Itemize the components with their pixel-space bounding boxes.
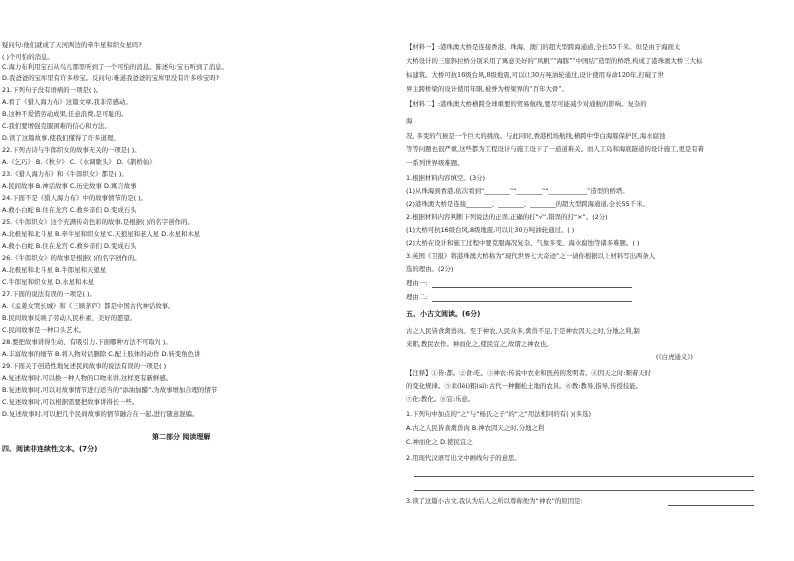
option-line: C.我们要增强克服困难的信心和方法。 (2, 122, 111, 130)
question-23: 23.《猎人海力布》和《牛郎织女》都是( )。 (2, 170, 128, 178)
option-line: A.北极星和北斗星 B.牛郎星和天狼星 (2, 266, 107, 274)
option-line: B.复述故事时,可以对故事情节进行适当的“添油加醋”,为故事增加合理的情节 (2, 386, 218, 394)
option-line: A.救小白蛇 B.住在龙宫 C.救乡亲们 D.变成石头 (2, 206, 137, 214)
material-one-line: 标建筑。大桥可抗16级台风,8级地震,可以让30万吨油轮通过,设计使用寿命120年,打破了世 (406, 71, 664, 79)
text-line: 疑问句:他们就成了天河两边的牵牛星和织女星吗? (2, 41, 142, 49)
material-two-line: 等等问题也很严重,这些都为工程设计与施工设下了一道道难关。而人工岛和海底隧道的设计施工,更是有着 (406, 145, 705, 153)
question-21: 21.下列句子没有语病的一项是( )。 (2, 86, 103, 94)
question-1: 1.根据材料内容填空。(3分) (406, 174, 486, 182)
question-5-3: 3.读了这篇小古文,我认为后人之所以尊称他为“神农”的原因是: (406, 497, 583, 505)
note-line: 【注释】①皆:都。②食:吃。③神农:传说中农业和医药的发明者。④因天之时:顺着天时 (406, 369, 652, 377)
question-1-1: (1)从珠海到香港,依次看到“________”“________”“____________”造型的桥塔。 (406, 187, 629, 195)
ancient-text-line: 来耜,教民农作。神而化之,使民宜之,故谓之神农也。 (406, 340, 553, 348)
reason-one-answer-line[interactable] (432, 287, 632, 288)
ancient-text-line: 古之人民皆食禽兽肉。至于神农,人民众多,禽兽不足,于是神农因天之时,分地之利,制 (406, 327, 640, 335)
reason-two-label: 理由二: (406, 293, 428, 301)
text-line: C.海力布利用宝石从鸟儿那里听到了一个可怕的消息。陈述句:宝石听到了消息。 (2, 63, 228, 71)
question-5-1-options: C.神而化之 D.使民宜之 (406, 438, 473, 446)
question-5-1: 1.下列句中加点的“之”与“杨氏之子”的“之”用法相同的有( )(多选) (406, 410, 591, 418)
material-two-line: 海 (406, 117, 413, 125)
material-two-line: 况, 多变的气候是一个巨大的挑战。与此同时,香港机场航线,横跨中华白海豚保护区,海水腐蚀 (406, 132, 666, 140)
question-2-1: (1)大桥可抗16级台风,8级地震,可以让30万吨油轮通过。( ) (406, 226, 575, 234)
option-line: A.北极星和北斗星 B.牵牛星和织女星'C.天狼星和老人星 D.水星和木星 (2, 230, 201, 238)
option-line: C.民间故事是一种口头艺术。 (2, 326, 86, 334)
question-29: 29.下面关于创造性地复述民间故事的说法有误的一项是( ) (2, 362, 167, 370)
section-five-heading: 五、小古文阅读。(6分) (406, 310, 481, 318)
question-3-cont: 选的理由。(2分) (406, 265, 454, 273)
text-line: D.我爸爸的宝库里有许多珍宝。反问句:难道我爸爸的宝库里没有许多珍宝吗? (2, 74, 219, 82)
question-2: 2.根据材料内容判断下列说法的正误,正确的打“√”,错误的打“×”。(2分) (406, 213, 608, 221)
answer-line[interactable] (414, 490, 754, 491)
option-line: A.《孟姜女哭长城》和《三顾茅庐》都是中国古代神话故事。 (2, 302, 175, 310)
material-two-line: 一系列世界级难题。 (406, 159, 464, 167)
question-3: 3.英国《卫报》将港珠澳大桥称为“现代世界七大奇迹”之一请你根据以上材料写出两条人 (406, 252, 656, 260)
option-line: A.丰富故事的细节 B.将人物对话删除 C.配上肢体的动作 D.转变角色讲 (2, 350, 201, 358)
option-line: B.民间故事反映了劳动人民朴素、美好的愿望。 (2, 314, 137, 322)
note-line: 的变化规律。⑤耒(lěi)耜(sì):古代一种翻松土地的农具。⑥教:教导,指导,传授技能。 (406, 382, 643, 390)
material-one-line: 界主跨桥梁的设计使用年限,被誉为桥梁界的“百年大骨”。 (406, 85, 568, 93)
option-line: B.这种不爱惜劳动成果,任意浪费,是可耻的。 (2, 110, 128, 118)
option-line: C.牛郎星和织女星 D.水星和木星 (2, 278, 95, 286)
option-line: A.民间故事 B.神话故事 C.历史故事 D.寓言故事 (2, 182, 137, 190)
material-one-line: 大桥设计的三座斜拉桥分别采用了寓意美好的“风帆”“海豚”“中国结”造型的桥塔,构成了港珠澳大桥三大标 (406, 57, 703, 65)
option-line: D.复述故事时,可以把几个民间故事的情节融合在一起,进行随意混编。 (2, 410, 199, 418)
question-25: 25.《牛郎织女》这个充满传奇色彩的故事,是根据( )的名字创作的。 (2, 218, 194, 226)
question-24: 24.下面不是《猎人海力布》中的故事情节的是( )。 (2, 194, 147, 202)
note-line: ⑦化:教化。⑧宜:乐意。 (406, 395, 475, 403)
reason-two-answer-line[interactable] (432, 301, 632, 302)
material-one-line: 【材料一】:港珠澳大桥是连接香港、珠海、澳门的超大型跨海通道,全长55千米。但是由于海面太 (406, 43, 681, 51)
question-26: 26.《牛郎织女》的故事是根据( )的名字创作的。 (2, 254, 141, 262)
question-28: 28.要把故事讲得生动、有吸引力,下面哪种方法不可取?( )。 (2, 338, 172, 346)
option-line: A.看了《猎人海力布》这篇文章,我非常感动。 (2, 98, 132, 106)
section-four-heading: 四、阅读非连续性文本。(7分) (2, 445, 98, 453)
option-line: C.复述故事时,可以根据需要把故事讲得长一些。 (2, 398, 139, 406)
question-5-2: 2.用现代汉语写出文中画线句子的意思。 (406, 454, 521, 462)
option-line: D.读了这篇故事,使我们懂得了许多道理。 (2, 134, 120, 142)
question-2-2: (2)大桥在设计和施工过程中要克服海况复杂、气象多变、海水腐蚀等诸多难题。( ) (406, 239, 640, 247)
question-5-1-options: A.古之人民皆食禽兽肉 B.神农因天之时,分地之利 (406, 424, 545, 432)
answer-line[interactable] (668, 505, 754, 506)
question-22: 22.下列古诗与牛郎织女的故事无关的一项是( )。 (2, 146, 141, 154)
text-line: ( )个可怕的消息。 (2, 53, 54, 61)
question-1-2: (2)港珠澳大桥是连接________、________、________的超大型跨海通道,全长55千米。 (406, 200, 649, 208)
answer-line[interactable] (414, 476, 754, 477)
reason-one-label: 理由一: (406, 279, 428, 287)
option-line: A.复述故事时,可以换一种人物的口吻来讲,这样更有新鲜感。 (2, 374, 173, 382)
material-two-line: 【材料二】:港珠澳大桥横跨全球重要的贸易航线,要尽可能减少对通航的影响。复杂的 (406, 100, 647, 108)
option-line: A.《乞巧》 B.《秋夕》 C.《水调歌头》 D.《鹊桥仙》 (2, 158, 156, 166)
question-27: 27.下面的说法有误的一项是( )。 (2, 290, 96, 298)
source-citation: (《白虎通义》) (656, 353, 693, 361)
option-line: A.救小白蛇 B.住在龙宫 C.救乡亲们 D.变成石头 (2, 242, 137, 250)
part-title: 第二部分 阅读理解 (152, 433, 211, 441)
